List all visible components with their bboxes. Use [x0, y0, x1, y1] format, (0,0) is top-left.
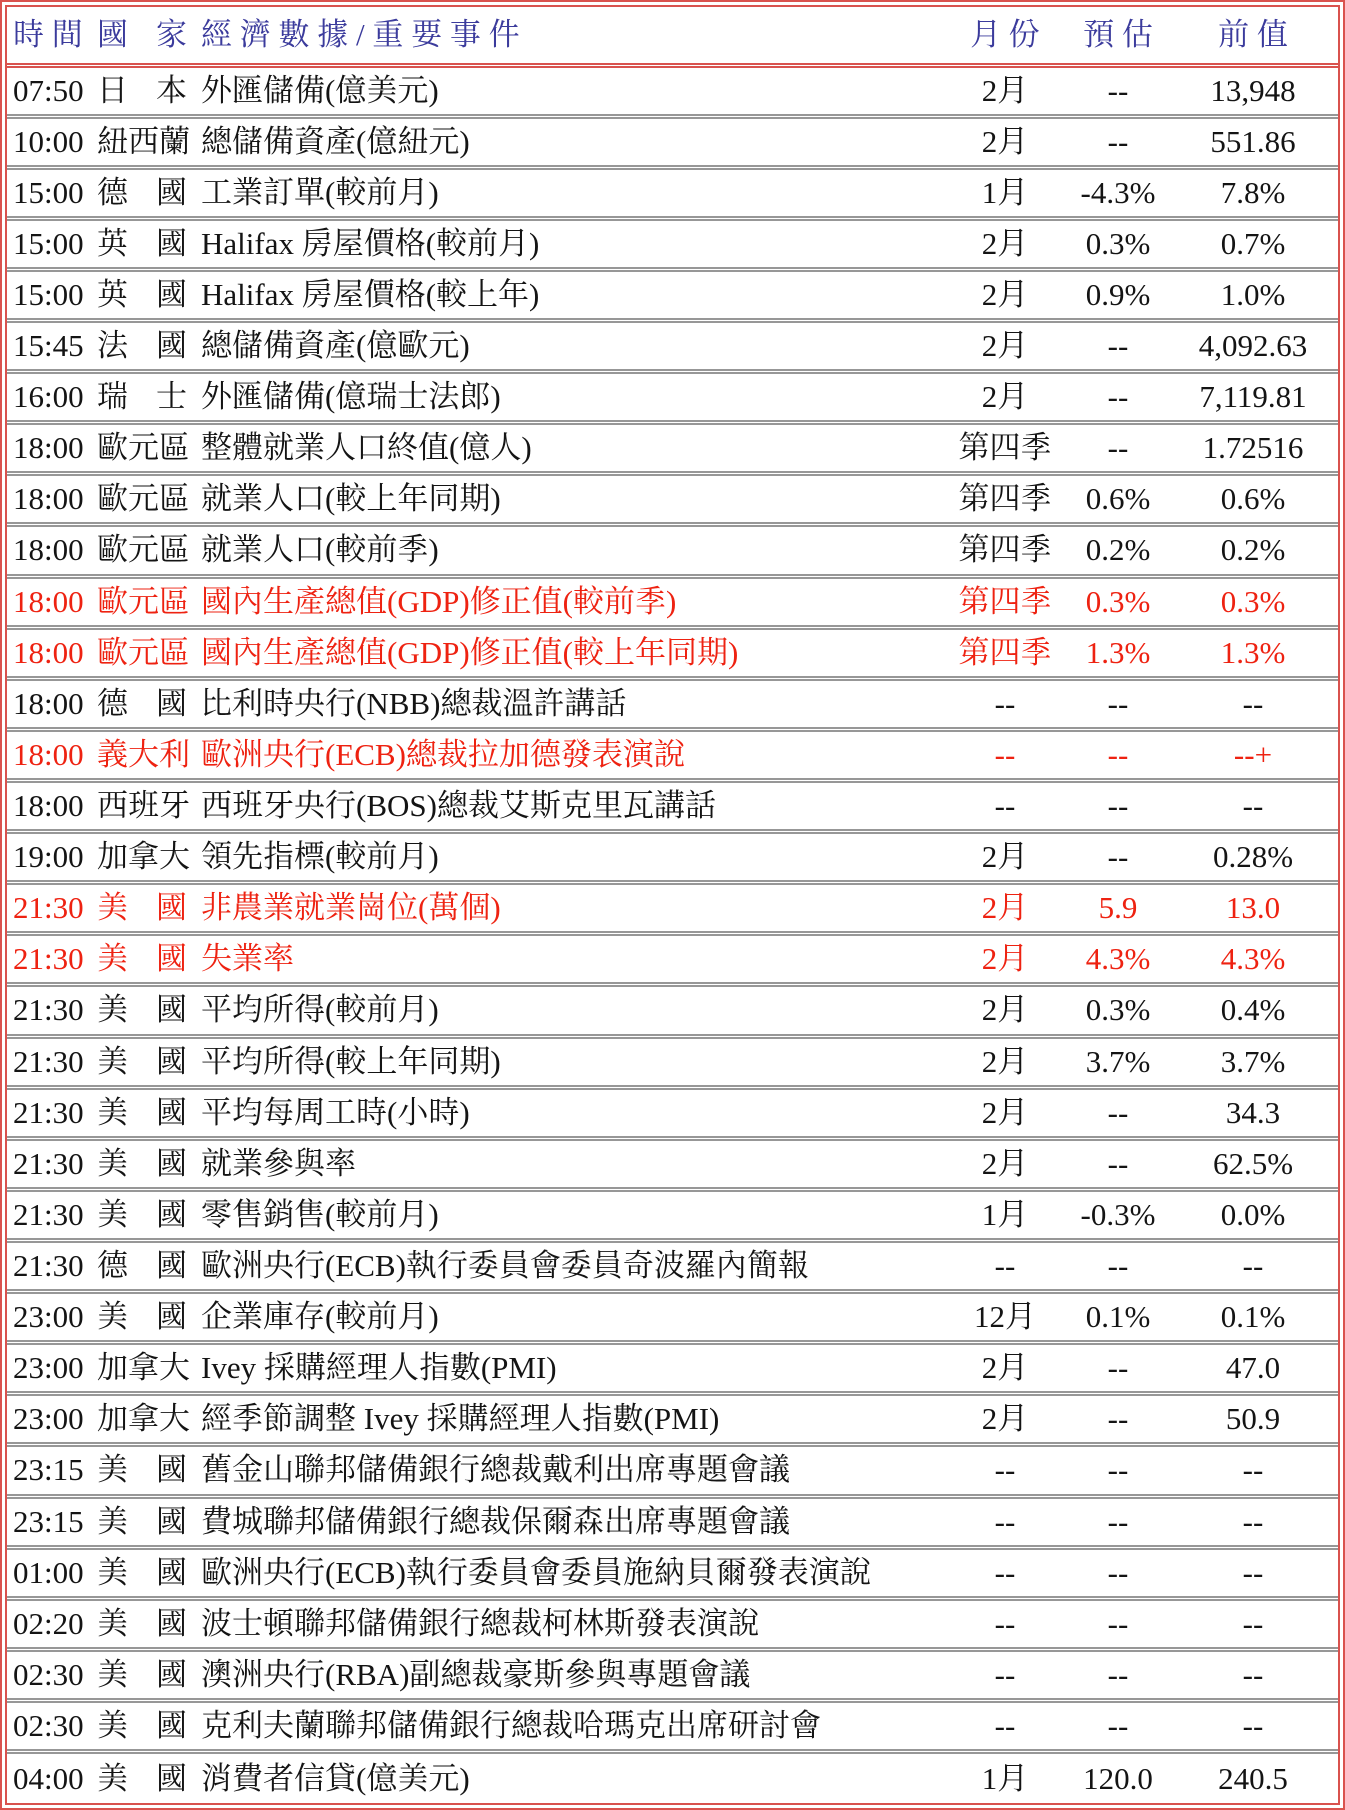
event-cell: 領先指標(較前月)	[195, 832, 942, 883]
event-cell: 歐洲央行(ECB)總裁拉加德發表演說	[195, 729, 942, 780]
month-cell: --	[942, 1445, 1068, 1496]
table-row	[7, 1496, 1338, 1547]
event-cell: Halifax 房屋價格(較前月)	[195, 218, 942, 269]
estimate-cell: 120.0	[1068, 1752, 1168, 1803]
month-cell: 第四季	[942, 474, 1068, 525]
estimate-cell: 0.6%	[1068, 474, 1168, 525]
event-cell: 總儲備資產(億歐元)	[195, 321, 942, 372]
estimate-cell: --	[1068, 1496, 1168, 1547]
table-row	[7, 627, 1338, 678]
time-cell: 21:30	[7, 985, 97, 1036]
previous-cell: --	[1168, 1598, 1338, 1649]
table-row	[7, 372, 1338, 423]
country-cell	[97, 1241, 195, 1292]
previous-cell: 1.0%	[1168, 269, 1338, 320]
previous-cell: 0.6%	[1168, 474, 1338, 525]
country-label: 歐 元 區	[97, 532, 190, 568]
previous-cell: 1.3%	[1168, 627, 1338, 678]
event-cell: 零售銷售(較前月)	[195, 1189, 942, 1240]
table-row	[7, 269, 1338, 320]
estimate-cell: -0.3%	[1068, 1189, 1168, 1240]
event-cell: 就業人口(較上年同期)	[195, 474, 942, 525]
country-label: 美 國	[97, 1554, 187, 1590]
previous-cell: 0.0%	[1168, 1189, 1338, 1240]
month-cell: 2月	[942, 372, 1068, 423]
estimate-cell: --	[1068, 116, 1168, 167]
event-cell: 歐洲央行(ECB)執行委員會委員施納貝爾發表演說	[195, 1547, 942, 1598]
previous-cell: 0.28%	[1168, 832, 1338, 883]
event-cell: 歐洲央行(ECB)執行委員會委員奇波羅內簡報	[195, 1241, 942, 1292]
previous-cell: 0.2%	[1168, 525, 1338, 576]
country-label: 法 國	[97, 328, 187, 364]
previous-cell: 0.3%	[1168, 576, 1338, 627]
event-cell: 平均所得(較前月)	[195, 985, 942, 1036]
time-cell: 21:30	[7, 1036, 97, 1087]
table-row	[7, 1752, 1338, 1803]
country-cell	[97, 576, 195, 627]
month-cell: 2月	[942, 1087, 1068, 1138]
estimate-cell: --	[1068, 321, 1168, 372]
previous-cell: 7,119.81	[1168, 372, 1338, 423]
country-cell	[97, 116, 195, 167]
estimate-cell: --	[1068, 1241, 1168, 1292]
col-header-country-label: 國 家	[97, 16, 187, 52]
previous-cell: --	[1168, 678, 1338, 729]
event-cell: 澳洲央行(RBA)副總裁豪斯參與專題會議	[195, 1649, 942, 1700]
month-cell: --	[942, 729, 1068, 780]
estimate-cell: --	[1068, 678, 1168, 729]
country-cell	[97, 423, 195, 474]
country-label: 歐 元 區	[97, 634, 190, 670]
country-label: 德 國	[97, 1248, 187, 1284]
table-row	[7, 1138, 1338, 1189]
event-cell: 波士頓聯邦儲備銀行總裁柯林斯發表演說	[195, 1598, 942, 1649]
col-header-previous: 前 值	[1168, 7, 1338, 65]
table-body	[7, 65, 1338, 1803]
event-cell: 企業庫存(較前月)	[195, 1292, 942, 1343]
table-row	[7, 934, 1338, 985]
country-cell	[97, 1496, 195, 1547]
time-cell: 16:00	[7, 372, 97, 423]
estimate-cell: --	[1068, 1649, 1168, 1700]
table-row	[7, 116, 1338, 167]
country-label: 美 國	[97, 941, 187, 977]
time-cell: 18:00	[7, 525, 97, 576]
month-cell: 2月	[942, 321, 1068, 372]
header-row	[7, 7, 1338, 65]
estimate-cell: --	[1068, 1087, 1168, 1138]
table-row	[7, 883, 1338, 934]
time-cell: 23:15	[7, 1496, 97, 1547]
country-label: 歐 元 區	[97, 481, 190, 517]
month-cell: 2月	[942, 116, 1068, 167]
table-row	[7, 985, 1338, 1036]
country-label: 瑞 士	[97, 379, 187, 415]
table-header	[7, 7, 1338, 65]
estimate-cell: --	[1107, 72, 1129, 108]
event-cell: 國內生產總值(GDP)修正值(較上年同期)	[195, 627, 942, 678]
estimate-cell: --	[1068, 1138, 1168, 1189]
country-cell	[97, 1547, 195, 1598]
time-cell: 15:00	[7, 167, 97, 218]
table-row	[7, 1087, 1338, 1138]
month-cell: 2月	[942, 883, 1068, 934]
previous-cell: 34.3	[1168, 1087, 1338, 1138]
country-label: 美 國	[97, 1503, 187, 1539]
month-cell: --	[942, 1701, 1068, 1752]
previous-cell: 240.5	[1168, 1752, 1338, 1803]
estimate-cell: --	[1068, 1445, 1168, 1496]
event-cell: 就業參與率	[195, 1138, 942, 1189]
country-label: 美 國	[97, 1452, 187, 1488]
col-header-month: 月 份	[942, 7, 1068, 65]
country-label: 歐 元 區	[97, 583, 190, 619]
estimate-cell: 0.3%	[1068, 576, 1168, 627]
country-label: 紐 西 蘭	[97, 123, 190, 159]
time-cell: 01:00	[7, 1547, 97, 1598]
previous-cell: 0.7%	[1168, 218, 1338, 269]
previous-cell: 47.0	[1168, 1343, 1338, 1394]
month-cell: 1月	[942, 1752, 1068, 1803]
country-label: 美 國	[97, 890, 187, 926]
month-cell: 1月	[942, 167, 1068, 218]
time-cell: 18:00	[7, 781, 97, 832]
previous-cell: 551.86	[1168, 116, 1338, 167]
previous-cell: 0.1%	[1168, 1292, 1338, 1343]
country-label: 美 國	[97, 1760, 187, 1796]
month-cell: 第四季	[942, 576, 1068, 627]
month-cell: --	[942, 678, 1068, 729]
table-row	[7, 65, 1338, 116]
previous-cell: 4.3%	[1168, 934, 1338, 985]
economic-calendar-inner-border	[5, 5, 1340, 1805]
country-cell	[97, 474, 195, 525]
previous-cell: --+	[1168, 729, 1338, 780]
table-row	[7, 167, 1338, 218]
country-label: 德 國	[97, 174, 187, 210]
event-cell: 平均每周工時(小時)	[195, 1087, 942, 1138]
country-label: 西 班 牙	[97, 788, 190, 824]
estimate-cell: 0.9%	[1068, 269, 1168, 320]
event-cell: 消費者信貸(億美元)	[195, 1752, 942, 1803]
month-cell: 2月	[942, 832, 1068, 883]
country-cell	[97, 1343, 195, 1394]
previous-cell: --	[1168, 1241, 1338, 1292]
table-row	[7, 1394, 1338, 1445]
economic-calendar-table	[7, 7, 1338, 1803]
table-row	[7, 1292, 1338, 1343]
month-cell: 第四季	[942, 423, 1068, 474]
time-cell: 10:00	[7, 116, 97, 167]
previous-cell: 4,092.63	[1168, 321, 1338, 372]
previous-cell: 13.0	[1168, 883, 1338, 934]
time-cell: 15:45	[7, 321, 97, 372]
time-cell: 18:00	[7, 627, 97, 678]
time-cell: 15:00	[7, 269, 97, 320]
event-cell: 經季節調整 Ivey 採購經理人指數(PMI)	[195, 1394, 942, 1445]
month-cell: 第四季	[942, 627, 1068, 678]
table-row	[7, 1649, 1338, 1700]
table-row	[7, 729, 1338, 780]
estimate-cell: 1.3%	[1068, 627, 1168, 678]
country-cell	[97, 1649, 195, 1700]
time-cell: 07:50	[13, 72, 84, 108]
country-label: 加 拿 大	[97, 1350, 190, 1386]
estimate-cell: --	[1068, 372, 1168, 423]
time-cell: 18:00	[7, 678, 97, 729]
month-cell: 2月	[942, 1036, 1068, 1087]
previous-cell: --	[1168, 1547, 1338, 1598]
month-cell: 第四季	[942, 525, 1068, 576]
event-cell: 國內生產總值(GDP)修正值(較前季)	[195, 576, 942, 627]
country-label: 美 國	[97, 1145, 187, 1181]
table-row	[7, 1547, 1338, 1598]
country-cell	[97, 1701, 195, 1752]
event-cell: 克利夫蘭聯邦儲備銀行總裁哈瑪克出席研討會	[195, 1701, 942, 1752]
country-cell	[97, 627, 195, 678]
event-cell: 工業訂單(較前月)	[195, 167, 942, 218]
previous-cell: --	[1168, 781, 1338, 832]
previous-cell: --	[1168, 1701, 1338, 1752]
previous-cell: 3.7%	[1168, 1036, 1338, 1087]
previous-cell: 7.8%	[1168, 167, 1338, 218]
time-cell: 15:00	[7, 218, 97, 269]
time-cell: 21:30	[7, 1241, 97, 1292]
country-label: 英 國	[97, 225, 187, 261]
time-cell: 02:30	[7, 1649, 97, 1700]
col-header-event: 經 濟 數 據 / 重 要 事 件	[195, 7, 942, 65]
table-row	[7, 678, 1338, 729]
country-cell	[97, 832, 195, 883]
previous-cell: 50.9	[1168, 1394, 1338, 1445]
table-row	[7, 474, 1338, 525]
month-cell: 2月	[942, 1138, 1068, 1189]
time-cell: 04:00	[7, 1752, 97, 1803]
table-row	[7, 1598, 1338, 1649]
country-label: 美 國	[97, 1043, 187, 1079]
country-cell	[97, 372, 195, 423]
country-cell	[97, 678, 195, 729]
month-cell: 2月	[981, 72, 1029, 108]
time-cell: 21:30	[7, 1189, 97, 1240]
country-cell	[97, 934, 195, 985]
estimate-cell: --	[1068, 832, 1168, 883]
previous-cell: 62.5%	[1168, 1138, 1338, 1189]
time-cell: 23:00	[7, 1292, 97, 1343]
table-row	[7, 576, 1338, 627]
estimate-cell: 4.3%	[1068, 934, 1168, 985]
estimate-cell: --	[1068, 423, 1168, 474]
estimate-cell: 0.3%	[1068, 985, 1168, 1036]
country-cell	[97, 65, 195, 116]
country-cell	[97, 729, 195, 780]
table-row	[7, 423, 1338, 474]
country-cell	[97, 985, 195, 1036]
event-cell: 西班牙央行(BOS)總裁艾斯克里瓦講話	[195, 781, 942, 832]
time-cell: 23:00	[7, 1343, 97, 1394]
event-cell: 外匯儲備(億瑞士法郎)	[195, 372, 942, 423]
country-cell	[97, 321, 195, 372]
estimate-cell: --	[1068, 1343, 1168, 1394]
previous-cell: 1.72516	[1168, 423, 1338, 474]
country-label: 美 國	[97, 1299, 187, 1335]
table-row	[7, 1189, 1338, 1240]
table-row	[7, 832, 1338, 883]
table-row	[7, 321, 1338, 372]
month-cell: 2月	[942, 1394, 1068, 1445]
table-row	[7, 1445, 1338, 1496]
month-cell: 2月	[942, 934, 1068, 985]
country-cell	[97, 1394, 195, 1445]
previous-cell: --	[1168, 1496, 1338, 1547]
event-cell: 平均所得(較上年同期)	[195, 1036, 942, 1087]
time-cell: 02:30	[7, 1701, 97, 1752]
month-cell: --	[942, 1496, 1068, 1547]
month-cell: --	[942, 1547, 1068, 1598]
table-row	[7, 525, 1338, 576]
country-cell	[97, 1445, 195, 1496]
country-cell	[97, 781, 195, 832]
month-cell: 2月	[942, 218, 1068, 269]
previous-cell: 13,948	[1210, 72, 1296, 108]
country-cell	[97, 883, 195, 934]
country-label: 美 國	[97, 1605, 187, 1641]
country-cell	[97, 1598, 195, 1649]
event-cell: 就業人口(較前季)	[195, 525, 942, 576]
estimate-cell: 5.9	[1068, 883, 1168, 934]
month-cell: 2月	[942, 269, 1068, 320]
country-cell	[97, 269, 195, 320]
country-cell	[97, 1752, 195, 1803]
country-label: 美 國	[97, 1656, 187, 1692]
country-cell	[97, 167, 195, 218]
estimate-cell: --	[1068, 1394, 1168, 1445]
time-cell: 23:00	[7, 1394, 97, 1445]
month-cell: 12月	[942, 1292, 1068, 1343]
event-cell: 費城聯邦儲備銀行總裁保爾森出席專題會議	[195, 1496, 942, 1547]
event-cell: Ivey 採購經理人指數(PMI)	[195, 1343, 942, 1394]
time-cell: 18:00	[7, 474, 97, 525]
country-label: 加 拿 大	[97, 1401, 190, 1437]
country-cell	[97, 1189, 195, 1240]
country-cell	[97, 525, 195, 576]
month-cell: 2月	[942, 1343, 1068, 1394]
event-cell: 舊金山聯邦儲備銀行總裁戴利出席專題會議	[195, 1445, 942, 1496]
country-label: 日 本	[97, 72, 187, 108]
estimate-cell: --	[1068, 1598, 1168, 1649]
estimate-cell: 3.7%	[1068, 1036, 1168, 1087]
country-label: 德 國	[97, 685, 187, 721]
estimate-cell: 0.1%	[1068, 1292, 1168, 1343]
event-cell: 外匯儲備(億美元)	[201, 72, 439, 108]
time-cell: 18:00	[7, 576, 97, 627]
country-cell	[97, 1292, 195, 1343]
col-header-estimate: 預 估	[1068, 7, 1168, 65]
estimate-cell: --	[1068, 729, 1168, 780]
estimate-cell: 0.2%	[1068, 525, 1168, 576]
month-cell: --	[942, 1649, 1068, 1700]
country-cell	[97, 1138, 195, 1189]
event-cell: 非農業就業崗位(萬個)	[195, 883, 942, 934]
table-row	[7, 1343, 1338, 1394]
previous-cell: --	[1168, 1649, 1338, 1700]
month-cell: --	[942, 1598, 1068, 1649]
previous-cell: --	[1168, 1445, 1338, 1496]
country-label: 美 國	[97, 1094, 187, 1130]
estimate-cell: -4.3%	[1068, 167, 1168, 218]
time-cell: 21:30	[7, 1087, 97, 1138]
col-header-country	[97, 7, 195, 65]
month-cell: 1月	[942, 1189, 1068, 1240]
event-cell: 比利時央行(NBB)總裁溫許講話	[195, 678, 942, 729]
table-row	[7, 1701, 1338, 1752]
country-cell	[97, 1036, 195, 1087]
time-cell: 18:00	[7, 423, 97, 474]
time-cell: 21:30	[7, 883, 97, 934]
country-cell	[97, 1087, 195, 1138]
col-header-time: 時 間	[7, 7, 97, 65]
table-row	[7, 1241, 1338, 1292]
country-label: 加 拿 大	[97, 839, 190, 875]
country-label: 歐 元 區	[97, 430, 190, 466]
estimate-cell: --	[1068, 1701, 1168, 1752]
event-cell: Halifax 房屋價格(較上年)	[195, 269, 942, 320]
time-cell: 21:30	[7, 934, 97, 985]
month-cell: --	[942, 1241, 1068, 1292]
event-cell: 整體就業人口終值(億人)	[195, 423, 942, 474]
estimate-cell: --	[1068, 781, 1168, 832]
table-row	[7, 1036, 1338, 1087]
country-label: 英 國	[97, 276, 187, 312]
country-cell	[97, 218, 195, 269]
time-cell: 02:20	[7, 1598, 97, 1649]
time-cell: 21:30	[7, 1138, 97, 1189]
month-cell: 2月	[942, 985, 1068, 1036]
time-cell: 19:00	[7, 832, 97, 883]
estimate-cell: --	[1068, 1547, 1168, 1598]
table-row	[7, 218, 1338, 269]
country-label: 義 大 利	[97, 736, 190, 772]
time-cell: 23:15	[7, 1445, 97, 1496]
country-label: 美 國	[97, 1708, 187, 1743]
estimate-cell: 0.3%	[1068, 218, 1168, 269]
event-cell: 失業率	[195, 934, 942, 985]
month-cell: --	[942, 781, 1068, 832]
event-cell: 總儲備資產(億紐元)	[195, 116, 942, 167]
previous-cell: 0.4%	[1168, 985, 1338, 1036]
country-label: 美 國	[97, 1196, 187, 1232]
time-cell: 18:00	[7, 729, 97, 780]
country-label: 美 國	[97, 992, 187, 1028]
table-row	[7, 781, 1338, 832]
